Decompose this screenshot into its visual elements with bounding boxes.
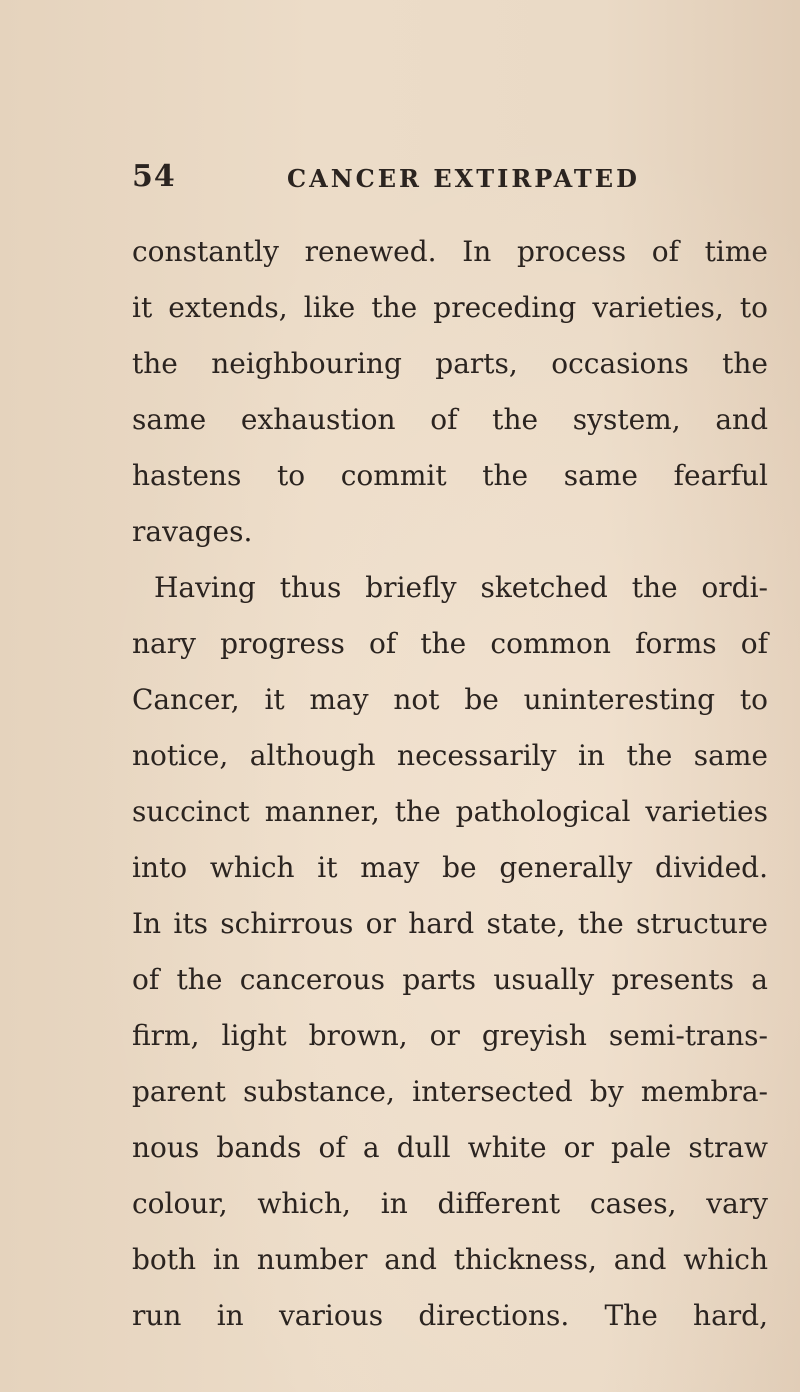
text-line: hastens to commit the same fearful	[132, 459, 768, 492]
page-header	[132, 157, 772, 207]
text-line: of the cancerous parts usually presents a	[132, 963, 768, 996]
text-line: In its schirrous or hard state, the structure	[132, 907, 768, 940]
text-line: Cancer, it may not be uninteresting to	[132, 683, 768, 716]
body-text	[132, 224, 768, 1344]
text-line: parent substance, intersected by membra-	[132, 1075, 768, 1108]
text-line: the neighbouring parts, occasions the	[132, 347, 768, 380]
text-line: constantly renewed. In process of time	[132, 235, 768, 268]
text-line: it extends, like the preceding varieties, to	[132, 291, 768, 324]
text-line: nous bands of a dull white or pale straw	[132, 1131, 768, 1164]
text-line: firm, light brown, or greyish semi-trans-	[132, 1019, 768, 1052]
text-line: ravages.	[132, 515, 253, 548]
text-line: succinct manner, the pathological varieties	[132, 795, 768, 828]
text-line: run in various directions. The hard,	[132, 1299, 768, 1332]
text-line: colour, which, in different cases, vary	[132, 1187, 768, 1220]
text-line: nary progress of the common forms of	[132, 627, 768, 660]
running-title: CANCER EXTIRPATED	[287, 164, 640, 193]
text-line: both in number and thickness, and which	[132, 1243, 768, 1276]
page-number: 54	[132, 159, 176, 194]
text-line: into which it may be generally divided.	[132, 851, 768, 884]
text-line: notice, although necessarily in the same	[132, 739, 768, 772]
text-line: same exhaustion of the system, and	[132, 403, 768, 436]
text-line: Having thus briefly sketched the ordi-	[154, 571, 768, 604]
